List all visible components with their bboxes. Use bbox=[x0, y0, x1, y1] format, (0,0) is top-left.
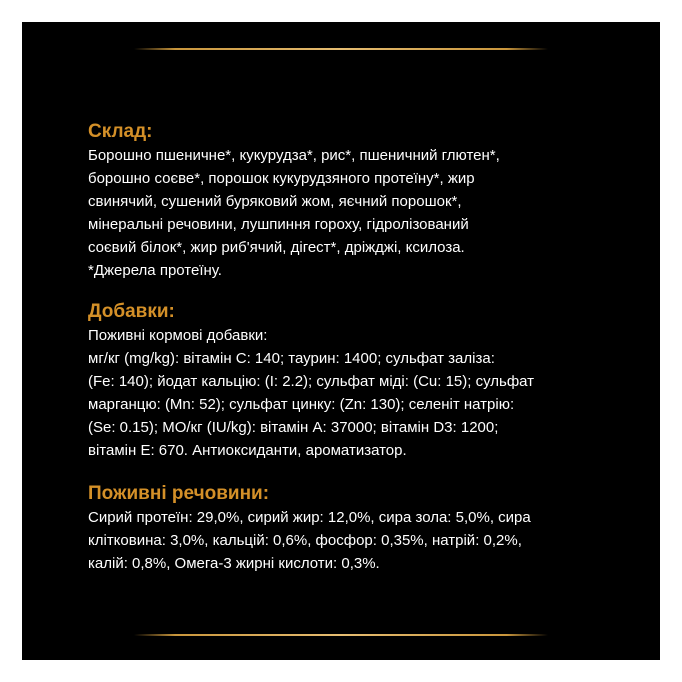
section-nutrients bbox=[88, 482, 636, 575]
section-additives bbox=[88, 300, 636, 462]
nutrients-line: клітковина: 3,0%, кальцій: 0,6%, фосфор: 0,35%, натрій: 0,2%, bbox=[88, 532, 522, 549]
composition-line: соєвий білок*, жир риб'ячий, дігест*, дріжджі, ксилоза. bbox=[88, 239, 465, 256]
additives-line: (Se: 0.15); МО/кг (IU/kg): вітамін А: 37000; вітамін D3: 1200; bbox=[88, 419, 499, 436]
additives-line: вітамін Е: 670. Антиоксиданти, ароматизатор. bbox=[88, 442, 407, 459]
nutrients-line: калій: 0,8%, Омега-3 жирні кислоти: 0,3%. bbox=[88, 555, 380, 572]
info-panel bbox=[22, 22, 660, 660]
section-title-nutrients: Поживні речовини: bbox=[88, 483, 270, 504]
additives-line: Поживні кормові добавки: bbox=[88, 327, 268, 344]
composition-line: свинячий, сушений буряковий жом, яєчний порошок*, bbox=[88, 193, 462, 210]
section-title-additives: Добавки: bbox=[88, 301, 175, 322]
section-composition bbox=[88, 120, 636, 282]
section-title-composition: Склад: bbox=[88, 121, 153, 142]
composition-line: мінеральні речовини, лушпиння гороху, гідролізований bbox=[88, 216, 469, 233]
additives-line: мг/кг (mg/kg): вітамін С: 140; таурин: 1400; сульфат заліза: bbox=[88, 350, 495, 367]
content bbox=[88, 120, 636, 593]
top-divider bbox=[134, 48, 548, 50]
composition-line: борошно соєве*, порошок кукурудзяного протеїну*, жир bbox=[88, 170, 475, 187]
bottom-divider bbox=[134, 634, 548, 636]
additives-line: марганцю: (Mn: 52); сульфат цинку: (Zn: 130); селеніт натрію: bbox=[88, 396, 515, 413]
additives-line: (Fe: 140); йодат кальцію: (I: 2.2); сульфат міді: (Cu: 15); сульфат bbox=[88, 373, 535, 390]
composition-line: Борошно пшеничне*, кукурудза*, рис*, пшеничний глютен*, bbox=[88, 147, 500, 164]
composition-footnote: *Джерела протеїну. bbox=[88, 262, 222, 279]
nutrients-line: Сирий протеїн: 29,0%, сирий жир: 12,0%, сира зола: 5,0%, сира bbox=[88, 509, 531, 526]
